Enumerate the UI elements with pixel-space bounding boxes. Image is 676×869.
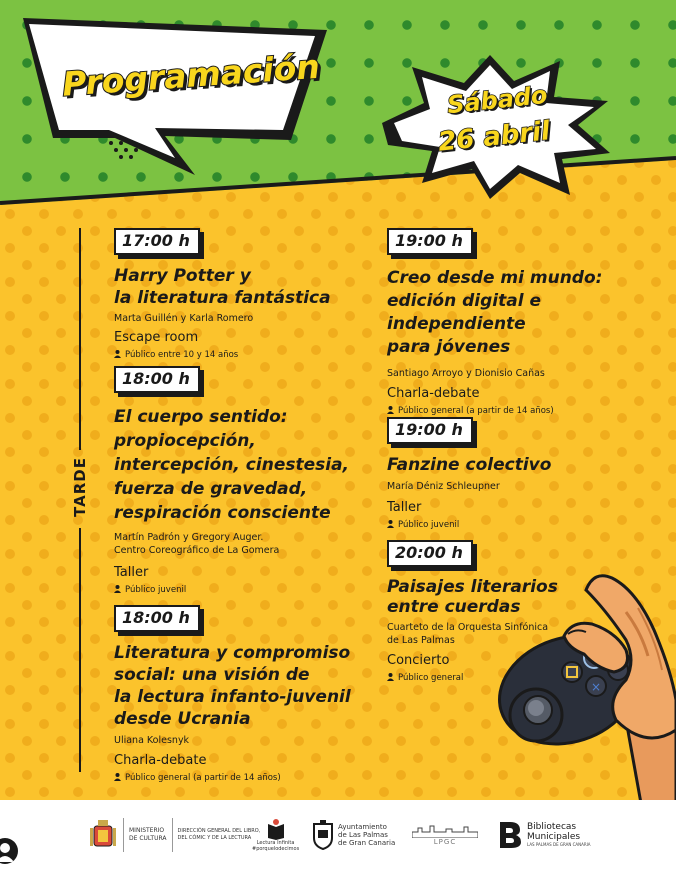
city-shield-icon xyxy=(312,820,334,850)
person-icon xyxy=(114,773,121,781)
date-day: Sábado xyxy=(445,80,549,120)
event-title: Paisajes literarios entre cuerdas xyxy=(387,577,558,617)
person-icon xyxy=(387,406,394,414)
event-audience: Público general (a partir de 14 años) xyxy=(387,406,617,417)
timeline-divider-bottom xyxy=(79,528,81,772)
direccion-text: DIRECCIÓN GENERAL DEL LIBRO, DEL CÓMIC Y DE LA LECTURA xyxy=(177,828,261,841)
event-title: Fanzine colectivo xyxy=(387,455,552,475)
event-title: Creo desde mi mundo: edición digital e independiente para jóvenes xyxy=(387,268,603,357)
logo-lectura-infinita: Lectura Infinita #porquelodecimos xyxy=(252,812,299,858)
event-card xyxy=(387,417,617,531)
bibliotecas-b-icon xyxy=(498,820,522,850)
event-type: Concierto xyxy=(387,653,450,668)
book-icon xyxy=(266,818,286,840)
event-authors: Uliana Kolesnyk xyxy=(114,735,190,746)
spain-coat-of-arms-icon xyxy=(88,818,118,852)
event-type: Escape room xyxy=(114,330,199,345)
timeline-divider-top xyxy=(79,228,81,450)
event-card xyxy=(114,366,369,596)
ministerio-text: MINISTERIO DE CULTURA xyxy=(129,827,167,842)
event-time: 19:00 h xyxy=(387,228,473,255)
event-type: Charla-debate xyxy=(387,386,480,401)
logo-bibliotecas: Bibliotecas Municipales LAS PALMAS DE GRAN CANARIA xyxy=(498,812,591,858)
section-label: TARDE xyxy=(71,457,89,517)
skyline-icon xyxy=(412,824,478,838)
event-type: Taller xyxy=(114,565,149,580)
logo-lpgc: LPGC xyxy=(412,812,478,858)
event-card xyxy=(387,228,617,417)
event-authors: Marta Guillén y Karla Romero xyxy=(114,313,254,324)
person-icon xyxy=(387,520,394,528)
event-authors: Martín Padrón y Gregory Auger. Centro Coreográfico de La Gomera xyxy=(114,532,280,556)
event-audience: Público general (a partir de 14 años) xyxy=(114,773,369,784)
event-type: Charla-debate xyxy=(114,753,207,768)
event-audience: Público juvenil xyxy=(387,520,617,531)
svg-text:×: × xyxy=(591,680,602,694)
bibliotecas-text: Bibliotecas Municipales xyxy=(527,822,581,842)
event-authors: María Déniz Schleupner xyxy=(387,481,500,492)
event-audience: Público juvenil xyxy=(114,585,369,596)
event-time: 19:00 h xyxy=(387,417,473,444)
event-audience: Público entre 10 y 14 años xyxy=(114,350,369,361)
logo-ayuntamiento: Ayuntamiento de Las Palmas de Gran Canaria xyxy=(312,812,395,858)
event-time: 18:00 h xyxy=(114,605,200,632)
event-title: Literatura y compromiso social: una visión de la lectura infanto-juvenil desde Ucrania xyxy=(114,643,351,729)
event-card xyxy=(114,228,369,361)
event-audience: Público general xyxy=(387,673,617,684)
event-time: 17:00 h xyxy=(114,228,200,255)
event-authors: Santiago Arroyo y Dionisio Cañas xyxy=(387,368,545,379)
event-title: El cuerpo sentido: propiocepción, intercepción, cinestesia, fuerza de gravedad, respiración consciente xyxy=(114,407,349,523)
event-time: 18:00 h xyxy=(114,366,200,393)
event-card xyxy=(114,605,369,784)
event-time: 20:00 h xyxy=(387,540,473,567)
event-authors: Cuarteto de la Orquesta Sinfónica de Las Palmas xyxy=(387,622,549,646)
person-icon xyxy=(114,350,121,358)
event-type: Taller xyxy=(387,500,422,515)
date-date: 26 abril xyxy=(436,116,552,158)
logo-ministerio xyxy=(88,812,260,858)
game-controller-hand-illustration xyxy=(476,550,676,820)
person-icon xyxy=(387,673,394,681)
page-title: Programación xyxy=(60,46,322,104)
event-title: Harry Potter y la literatura fantástica xyxy=(114,266,331,308)
person-icon xyxy=(114,585,121,593)
